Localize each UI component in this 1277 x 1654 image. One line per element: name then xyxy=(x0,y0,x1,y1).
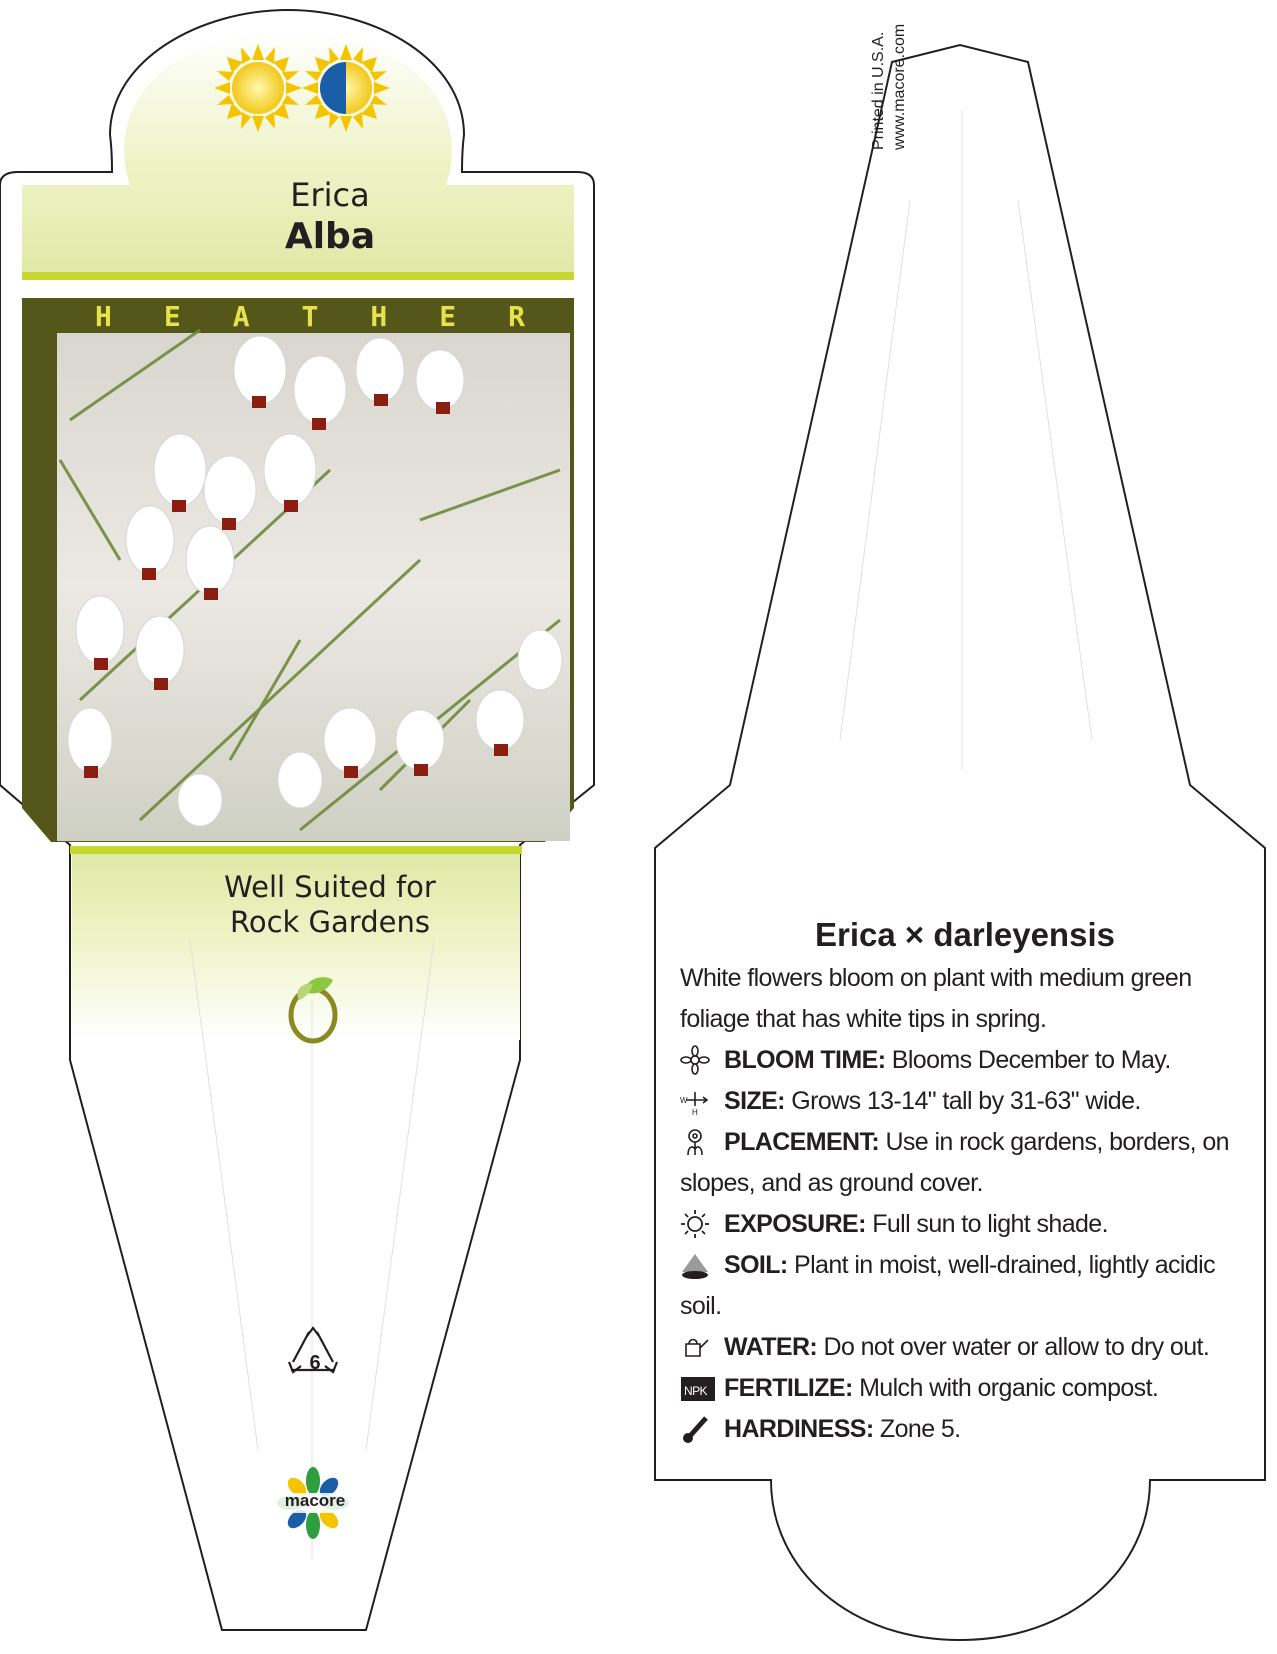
care-item xyxy=(680,1081,1240,1122)
feature-text xyxy=(170,870,490,940)
common-name xyxy=(95,300,525,333)
care-text: Zone 5. xyxy=(873,1415,961,1443)
recycle-number: 6 xyxy=(309,1352,321,1374)
printed-in: Printed in U.S.A. xyxy=(870,31,887,150)
common-name-letter: E xyxy=(439,300,457,333)
care-label: WATER: xyxy=(724,1333,818,1361)
botanical-title: Erica × darleyensis xyxy=(815,916,1115,953)
care-item xyxy=(680,1122,1240,1204)
common-name-letter: A xyxy=(232,300,250,333)
sun-icon xyxy=(680,1209,720,1239)
website: www.macore.com xyxy=(891,23,908,150)
plant-photo xyxy=(57,330,570,841)
soil-icon xyxy=(680,1250,720,1280)
care-info xyxy=(680,916,1240,1450)
brand-name: macore xyxy=(284,1491,346,1510)
placement-icon xyxy=(680,1127,720,1157)
flower-icon xyxy=(680,1045,720,1075)
header-rule xyxy=(22,272,574,280)
care-text: Plant in moist, well-drained, lightly acidic soil. xyxy=(680,1251,1216,1320)
care-item xyxy=(680,1245,1240,1327)
care-label: HARDINESS: xyxy=(724,1415,874,1443)
watering-can-icon xyxy=(680,1332,720,1362)
care-item xyxy=(680,1368,1240,1409)
care-text: Mulch with organic compost. xyxy=(852,1374,1159,1402)
care-text: Full sun to light shade. xyxy=(865,1210,1108,1238)
common-name-letter: E xyxy=(163,300,181,333)
feature-line: Well Suited for xyxy=(224,870,436,904)
care-text: Do not over water or allow to dry out. xyxy=(817,1333,1210,1361)
common-name-text xyxy=(95,300,525,333)
svg-text:NPK: NPK xyxy=(684,1384,707,1398)
care-label: PLACEMENT: xyxy=(724,1128,880,1156)
full-sun-icon xyxy=(214,44,302,132)
size-icon xyxy=(680,1086,720,1116)
thermometer-icon xyxy=(680,1414,720,1444)
care-label: BLOOM TIME: xyxy=(724,1046,886,1074)
care-item xyxy=(680,1327,1240,1368)
care-text: Use in rock gardens, borders, on slopes, and as ground cover. xyxy=(680,1128,1229,1197)
part-sun-icon xyxy=(302,44,390,132)
care-item xyxy=(680,1040,1240,1081)
care-label: SOIL: xyxy=(724,1251,788,1279)
common-name-letter: H xyxy=(370,300,388,333)
common-name-letter: T xyxy=(301,300,319,333)
cultivar-name: Alba xyxy=(284,216,376,257)
care-text: Blooms December to May. xyxy=(885,1046,1171,1074)
svg-text:H: H xyxy=(692,1108,698,1116)
feature-line: Rock Gardens xyxy=(230,905,430,939)
care-label: FERTILIZE: xyxy=(724,1374,853,1402)
svg-text:W: W xyxy=(680,1096,687,1105)
npk-icon xyxy=(680,1373,720,1403)
description: White flowers bloom on plant with medium green foliage that has white tips in spring. xyxy=(680,964,1192,1033)
print-info xyxy=(868,24,910,150)
common-name-letter: H xyxy=(95,300,112,333)
care-item xyxy=(680,1409,1240,1450)
care-item xyxy=(680,1204,1240,1245)
genus-name: Erica xyxy=(290,176,370,214)
care-label: SIZE: xyxy=(724,1087,785,1115)
care-list xyxy=(680,1040,1240,1450)
common-name-letter: R xyxy=(508,300,525,333)
care-text: Grows 13-14" tall by 31-63" wide. xyxy=(784,1087,1141,1115)
care-label: EXPOSURE: xyxy=(724,1210,866,1238)
